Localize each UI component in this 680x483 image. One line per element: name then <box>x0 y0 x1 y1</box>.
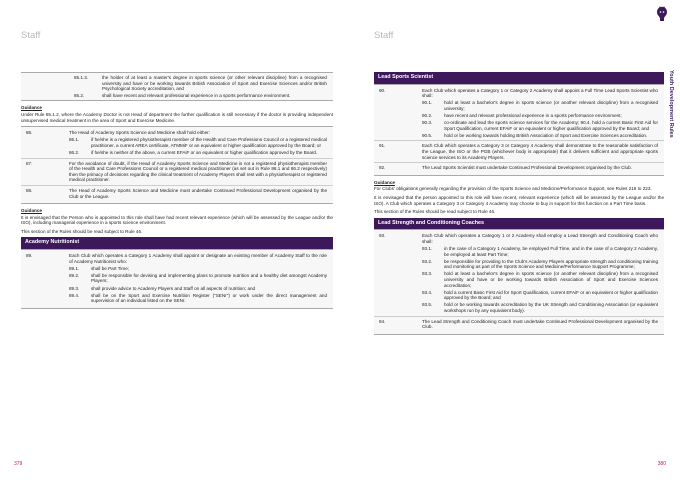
rule-row <box>21 159 333 186</box>
top-clause-box <box>21 72 333 101</box>
rule-number: 88. <box>26 187 33 193</box>
right-content <box>374 72 664 335</box>
sub-clause <box>69 286 327 292</box>
sub-clause-text: in the case of a Category 1 Academy, be employed Full Time, and in the case of a Category 2 Academy, be employed at least Part Time; <box>444 245 658 257</box>
sub-clause <box>422 120 658 131</box>
left-content <box>21 72 333 309</box>
sub-clause <box>69 137 327 148</box>
sub-clause-text: if he/she is neither of the above, a current EFAiF or an equivalent or higher qualification approved by the Board. <box>91 149 318 155</box>
guidance-heading: Guidance <box>21 105 42 111</box>
rule-body <box>422 233 664 313</box>
rule-text: Each Club which operates a Category 1 or Category 2 Academy shall appoint a Full Time Lead Sports Scientist who shall: <box>422 87 658 99</box>
rule-number: 92. <box>379 165 386 171</box>
sub-clause-number: 86.2. <box>69 149 80 155</box>
guidance-text: It is envisaged that the person appointed to this role will have recent, relevant experience (which will be assessed by the League and/or the ISO). A Club which operates a Category 3 or Category 4 Academy may choose to buy in support for this function on a Part Time basis. <box>374 194 664 206</box>
sub-clause-number: 85.2. <box>74 92 85 98</box>
rule-row <box>374 317 664 332</box>
rule-body <box>422 88 664 139</box>
sub-clause <box>422 113 658 119</box>
guidance-heading: Guidance <box>374 179 395 185</box>
sub-clause-text: if he/she is a registered physiotherapist member of the Health and Care Professions Council or a registered medical practitioner, a current AREA certificate, ATMMiF or an equivalent or higher qualification approved by the Board; or <box>91 137 327 148</box>
rule-row <box>374 231 664 316</box>
rule-body <box>422 165 664 171</box>
sub-clause-number: 89.1. <box>69 265 80 271</box>
rule-text: Each Club which operates a Category 1 Academy shall appoint or designate an existing member of Academy Staff to the role of Academy Nutritionist who: <box>69 253 327 264</box>
sub-clause <box>422 100 658 111</box>
sub-clause-text: hold or be working towards accreditation by the UK Strength and Conditioning Association (or equivalent workshops run by any equivalent body). <box>444 302 658 313</box>
rule-body <box>69 161 333 183</box>
page-number: 379 <box>14 461 23 467</box>
sub-clause <box>422 271 658 288</box>
rule-body <box>422 143 664 160</box>
sub-clause <box>69 150 327 156</box>
sub-clause-text: the holder of at least a master's degree in sports science (or other relevant discipline) from a recognised university and have or be working towards British Association of Sport and Exercise Sciences and/or British Psychological Society accreditation, and <box>102 75 327 92</box>
sub-clause-number: 93.2. <box>422 258 433 264</box>
sub-clause <box>422 133 658 139</box>
rule-number: 93. <box>379 233 386 239</box>
guidance-heading: Guidance <box>21 208 42 214</box>
sub-clause-text: hold or be working towards holding British Association of Sport and Exercise Sciences accreditation. <box>444 132 648 138</box>
sub-clause-text: be responsible for providing to the Club's Academy Players appropriate strength and conditioning training and monitoring as part of the Sports Science and Medicine/Performance Support Programme; <box>444 258 658 270</box>
sub-clause-number: 93.5. <box>422 302 433 308</box>
rules-box <box>21 249 333 309</box>
page-number: 380 <box>657 461 666 467</box>
guidance-text: It is envisaged that the Person who is appointed to this role shall have had recent relevant experience (which will be assessed by the League and/or the ISO), including managerial experience in a sports science environment. <box>21 214 333 226</box>
rule-number: 91. <box>379 143 386 149</box>
rule-number: 86. <box>26 130 33 136</box>
rule-row <box>21 251 333 306</box>
sub-clause-text: hold a current Basic First Aid for Sport Qualification, current EFAiF or an equivalent or higher qualification approved by the Board; and <box>444 289 658 301</box>
rule-number: 94. <box>379 318 386 324</box>
sub-clause-number: 89.4. <box>69 292 80 298</box>
section-heading-lead-strength-conditioning: Lead Strength and Conditioning Coaches <box>374 218 664 230</box>
rules-box <box>374 84 664 176</box>
rule-number: 87. <box>26 160 33 166</box>
rule-number: 90. <box>379 87 386 93</box>
sub-clause <box>69 293 327 304</box>
sub-clause-number: 85.1.3. <box>74 75 89 80</box>
sub-clause-number: 93.4. <box>422 289 433 295</box>
rule-number: 89. <box>26 253 33 259</box>
rules-box <box>21 126 333 204</box>
sub-clause <box>74 93 333 99</box>
rule-row <box>374 86 664 142</box>
sub-clause-text: have recent and relevant professional experience in a sports performance environment; <box>444 112 622 118</box>
sub-clause-number: 90.1. <box>422 100 433 106</box>
guidance-note: This section of the Rules should be read subject to Rule 46. <box>21 228 143 234</box>
sub-clause-number: 90.3. <box>422 120 433 126</box>
sub-clause-number: 90.2. <box>422 112 433 118</box>
sub-clause-text: hold at least a bachelor's degree in sports science (or another relevant discipline) from a recognised university and have or be working towards British Association of Sport and Exercise Sciences accreditation; <box>444 271 658 288</box>
league-lion-logo-icon <box>654 6 670 22</box>
rule-text: Each Club which operates a Category 3 or Category 4 Academy shall demonstrate to the reasonable satisfaction of the League, the ISO or the PGB (whichever body is appropriate) that it delivers sufficient and appropriate sports science services to its Academy Players. <box>422 143 658 160</box>
rule-row <box>374 141 664 163</box>
rule-body <box>69 130 333 155</box>
sub-clause <box>422 259 658 270</box>
rule-body <box>69 253 333 304</box>
rule-text: The Lead Sports Scientist must undertake Continued Professional Development organised by the Club. <box>422 165 632 171</box>
rule-row <box>21 186 333 201</box>
sub-clause-text: shall be responsible for devising and implementing plans to promote nutrition and a healthy diet amongst Academy Players; <box>91 272 327 284</box>
rules-box <box>374 229 664 334</box>
sub-clause-number: 89.2. <box>69 272 80 278</box>
sub-clause-text: co-ordinate and lead the sports science services for the Academy; 90.4. hold a current Basic First Aid for Sport Qualification, current EFAiF or an equivalent or higher qualification approved by the Board; and <box>444 120 658 131</box>
sub-clause <box>422 290 658 301</box>
rule-text: For the avoidance of doubt, if the Head of Academy Sports Science and Medicine is not a registered physiotherapist member of the Health and Care Professions Council or a registered medical practitioner (as set out in Rule 86.1 and 86.2 respectively) then the primacy of decisions regarding the clinical treatment of Academy Players shall rest with a physiotherapist or registered medical practitioner. <box>69 160 327 183</box>
sub-clause-number: 93.1. <box>422 245 433 251</box>
rule-body <box>69 188 333 199</box>
rule-row <box>374 163 664 173</box>
sub-clause <box>69 266 327 272</box>
sidebar-title: Youth Development Rules <box>668 70 674 138</box>
sub-clause <box>422 302 658 313</box>
section-heading-academy-nutritionist: Academy Nutritionist <box>21 237 333 249</box>
sub-clause-number: 90.5. <box>422 132 433 138</box>
rule-text: The Head of Academy Sports Science and Medicine shall hold either: <box>69 130 210 136</box>
sub-clause <box>74 75 333 92</box>
guidance-text: Under Rule 85.1.2, where the Academy Doctor is not Head of department the further qualification is still necessary if the doctor is providing independent unsupervised medical treatment in the area of Sport and Exercise Medicine. <box>21 111 333 123</box>
rule-body <box>422 319 664 330</box>
rule-text: Each Club which operates a Category 1 or 2 Academy shall employ a Lead Strength and Conditioning Coach who shall: <box>422 233 658 244</box>
sub-clause-text: shall be Part Time; <box>91 265 130 271</box>
sub-clause <box>69 273 327 284</box>
sub-clause-text: shall provide advice to Academy Players and Staff on all aspects of nutrition; and <box>91 285 256 291</box>
rule-text: The Head of Academy Sports Science and Medicine must undertake Continued Professional Development organised by the Club or the League. <box>69 187 327 199</box>
sub-clause-text: shall have recent and relevant professional experience in a sports performance environment. <box>102 92 291 98</box>
guidance-note: This section of the Rules should be read subject to Rule 46. <box>374 209 496 215</box>
rule-row <box>21 128 333 158</box>
sub-clause-text: hold at least a bachelor's degree in sports science (or another relevant discipline) from a recognised university; <box>444 100 658 111</box>
guidance-text: For Clubs' obligations generally regarding the provision of the Sports Science and Medicine/Performance Support, see Rules 218 to 223. <box>374 186 652 192</box>
rule-text: The Lead Strength and Conditioning Coach must undertake Continued Professional Development organised by the Club. <box>422 318 658 330</box>
sub-clause <box>422 246 658 257</box>
sub-clause-number: 86.1. <box>69 137 80 143</box>
left-page-header: Staff <box>21 30 41 41</box>
sub-clause-number: 93.3. <box>422 271 433 277</box>
sub-clause-text: shall be on the Sport and Exercise Nutrition Register ("SENr") or work under the direct management and supervision of an individual listed on the SENr. <box>91 292 327 304</box>
sub-clause-number: 89.3. <box>69 285 80 291</box>
right-page-header: Staff <box>374 30 394 41</box>
section-heading-lead-sports-scientist: Lead Sports Scientist <box>374 72 664 84</box>
